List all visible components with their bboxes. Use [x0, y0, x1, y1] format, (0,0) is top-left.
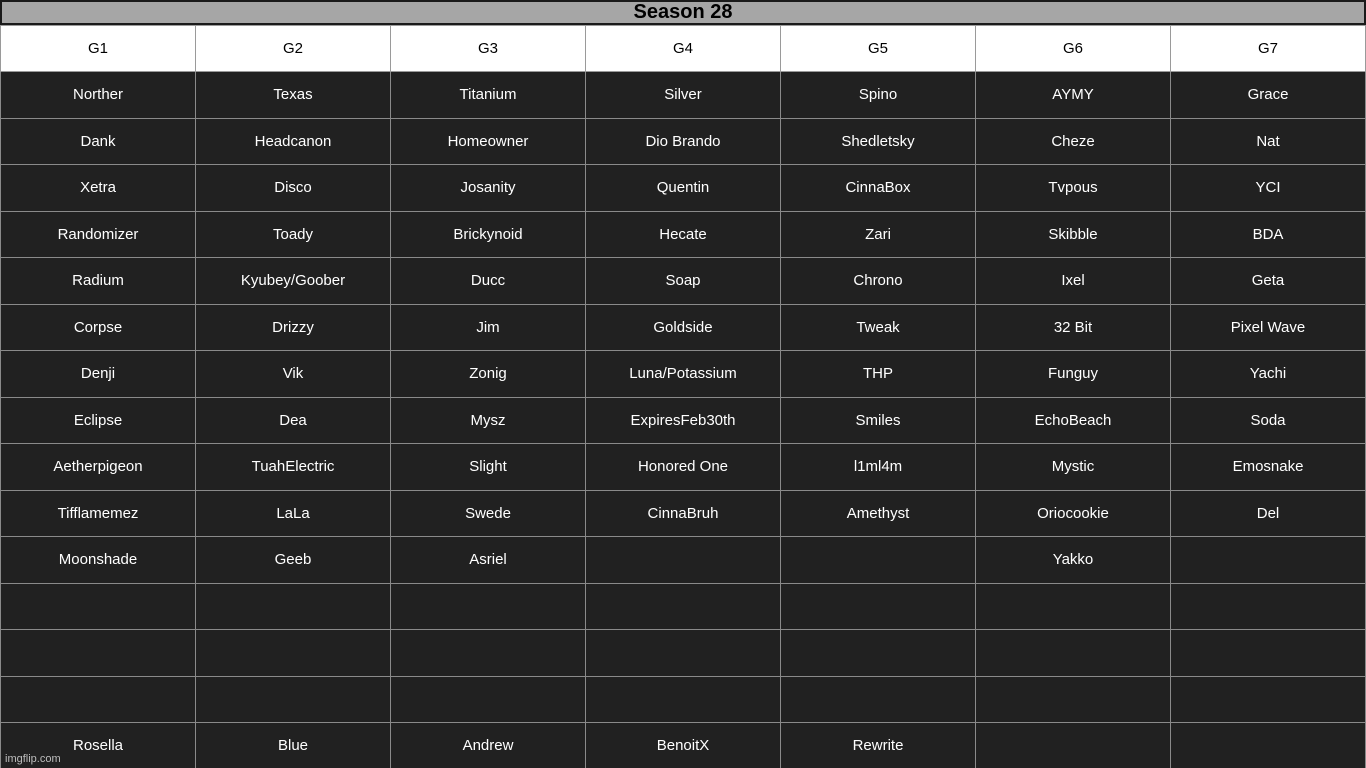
column-header-g5: G5 [781, 26, 976, 72]
table-cell: Emosnake [1171, 444, 1366, 491]
table-cell: Silver [586, 72, 781, 119]
table-cell: Kyubey/Goober [196, 258, 391, 305]
table-cell: Amethyst [781, 490, 976, 537]
table-cell: Dank [1, 118, 196, 165]
table-cell: Vik [196, 351, 391, 398]
table-cell: Corpse [1, 304, 196, 351]
table-row [1, 165, 1366, 212]
table-cell [196, 583, 391, 630]
table-cell: Texas [196, 72, 391, 119]
table-row [1, 444, 1366, 491]
table-cell: Aetherpigeon [1, 444, 196, 491]
table-cell: Chrono [781, 258, 976, 305]
table-cell: TuahElectric [196, 444, 391, 491]
table-cell [976, 583, 1171, 630]
table-cell: Spino [781, 72, 976, 119]
table-cell: Del [1171, 490, 1366, 537]
table-cell: AYMY [976, 72, 1171, 119]
table-cell: Hecate [586, 211, 781, 258]
table-cell: Zari [781, 211, 976, 258]
table-cell: Moonshade [1, 537, 196, 584]
groups-table [0, 25, 1366, 768]
table-cell: Geta [1171, 258, 1366, 305]
table-cell: Jim [391, 304, 586, 351]
table-cell: Ducc [391, 258, 586, 305]
table-cell [1171, 630, 1366, 677]
table-row [1, 72, 1366, 119]
column-header-g3: G3 [391, 26, 586, 72]
season-title: Season 28 [0, 0, 1366, 25]
table-cell: THP [781, 351, 976, 398]
table-cell [781, 583, 976, 630]
table-cell: Swede [391, 490, 586, 537]
table-cell [1, 583, 196, 630]
table-cell [1, 676, 196, 723]
table-cell [781, 676, 976, 723]
table-cell: Randomizer [1, 211, 196, 258]
column-header-g6: G6 [976, 26, 1171, 72]
table-cell: Dio Brando [586, 118, 781, 165]
table-cell: Radium [1, 258, 196, 305]
table-row [1, 676, 1366, 723]
table-cell: Blue [196, 723, 391, 768]
table-cell: Ixel [976, 258, 1171, 305]
column-header-g1: G1 [1, 26, 196, 72]
table-row [1, 490, 1366, 537]
table-cell: 32 Bit [976, 304, 1171, 351]
table-cell [1171, 723, 1366, 768]
table-cell [586, 537, 781, 584]
table-cell: Pixel Wave [1171, 304, 1366, 351]
table-cell [976, 676, 1171, 723]
table-cell: Asriel [391, 537, 586, 584]
table-cell: Rosella [1, 723, 196, 768]
table-row [1, 630, 1366, 677]
table-cell: Geeb [196, 537, 391, 584]
table-cell [1171, 676, 1366, 723]
table-row [1, 258, 1366, 305]
table-cell [391, 583, 586, 630]
table-cell: LaLa [196, 490, 391, 537]
table-cell: Skibble [976, 211, 1171, 258]
table-cell: Cheze [976, 118, 1171, 165]
table-cell: Funguy [976, 351, 1171, 398]
table-cell: Andrew [391, 723, 586, 768]
table-row [1, 304, 1366, 351]
column-header-g4: G4 [586, 26, 781, 72]
table-body [1, 72, 1366, 768]
table-cell: Eclipse [1, 397, 196, 444]
table-row [1, 351, 1366, 398]
table-cell: Yachi [1171, 351, 1366, 398]
table-cell: Smiles [781, 397, 976, 444]
table-cell: Honored One [586, 444, 781, 491]
table-cell: ExpiresFeb30th [586, 397, 781, 444]
table-cell: Grace [1171, 72, 1366, 119]
table-cell [781, 630, 976, 677]
table-cell: Denji [1, 351, 196, 398]
table-cell: BDA [1171, 211, 1366, 258]
table-cell: Quentin [586, 165, 781, 212]
table-cell: Yakko [976, 537, 1171, 584]
table-cell: Tweak [781, 304, 976, 351]
table-row [1, 723, 1366, 768]
table-cell: Goldside [586, 304, 781, 351]
column-header-g2: G2 [196, 26, 391, 72]
table-row [1, 583, 1366, 630]
table-cell [391, 676, 586, 723]
table-cell: Toady [196, 211, 391, 258]
table-cell: Xetra [1, 165, 196, 212]
table-cell: CinnaBruh [586, 490, 781, 537]
table-cell: Shedletsky [781, 118, 976, 165]
table-cell [1171, 583, 1366, 630]
column-header-g7: G7 [1171, 26, 1366, 72]
watermark: imgflip.com [5, 753, 61, 765]
table-row [1, 537, 1366, 584]
table-cell [976, 723, 1171, 768]
table-cell: Tifflamemez [1, 490, 196, 537]
table-cell: Norther [1, 72, 196, 119]
table-cell: Slight [391, 444, 586, 491]
table-cell: CinnaBox [781, 165, 976, 212]
table-cell [586, 676, 781, 723]
table-cell: Dea [196, 397, 391, 444]
table-cell [976, 630, 1171, 677]
table-cell: Zonig [391, 351, 586, 398]
table-cell: Mystic [976, 444, 1171, 491]
table-cell: Headcanon [196, 118, 391, 165]
table-cell: Rewrite [781, 723, 976, 768]
table-cell [391, 630, 586, 677]
table-cell: Josanity [391, 165, 586, 212]
table-cell: Soap [586, 258, 781, 305]
table-cell: Luna/Potassium [586, 351, 781, 398]
table-cell: Titanium [391, 72, 586, 119]
table-cell [196, 630, 391, 677]
header-row [1, 26, 1366, 72]
table-cell: Brickynoid [391, 211, 586, 258]
table-row [1, 211, 1366, 258]
table-cell: l1ml4m [781, 444, 976, 491]
table-row [1, 118, 1366, 165]
table-cell: Oriocookie [976, 490, 1171, 537]
table-cell: Nat [1171, 118, 1366, 165]
table-cell: Drizzy [196, 304, 391, 351]
table-cell: Mysz [391, 397, 586, 444]
table-cell: Soda [1171, 397, 1366, 444]
table-cell [586, 583, 781, 630]
table-cell: YCI [1171, 165, 1366, 212]
table-cell: EchoBeach [976, 397, 1171, 444]
table-row [1, 397, 1366, 444]
table-cell [781, 537, 976, 584]
table-cell: Disco [196, 165, 391, 212]
table-cell [1171, 537, 1366, 584]
table-cell [586, 630, 781, 677]
table-cell [1, 630, 196, 677]
table-cell: BenoitX [586, 723, 781, 768]
table-cell: Homeowner [391, 118, 586, 165]
table-cell: Tvpous [976, 165, 1171, 212]
table-cell [196, 676, 391, 723]
